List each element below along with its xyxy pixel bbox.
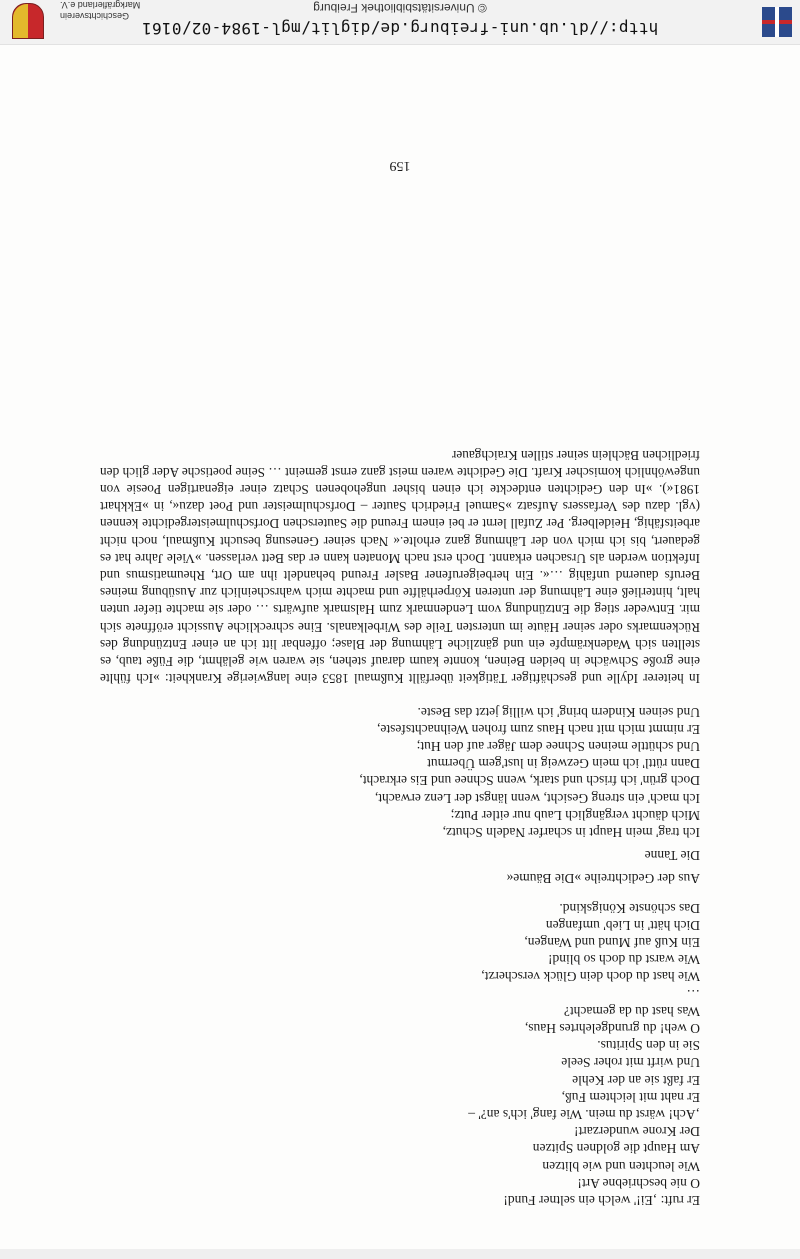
copyright-credit: © Universitätsbibliothek Freiburg bbox=[313, 1, 487, 15]
poem-line: O nie beschriebne Art! bbox=[577, 1175, 700, 1191]
poem-line: Und schüttle meinen Schnee dem Jäger auf den Hut; bbox=[416, 738, 700, 754]
poem-line: Wie warst du doch so blind! bbox=[547, 952, 700, 968]
permalink-url[interactable]: http://dl.ub.uni-freiburg.de/diglit/mgl-1984-02/0161 bbox=[141, 19, 659, 38]
poem-line: ‚Ach! wärst du mein. Wie fang' ich's an?' – bbox=[468, 1106, 700, 1122]
poem-line: Am Haupt die goldnen Spitzen bbox=[532, 1141, 700, 1157]
poem-line: Er nimmt mich mit nach Haus zum frohen Weihnachtsfeste, bbox=[377, 721, 700, 737]
poem-line: Mich däucht vergänglich Laub nur eitler Putz; bbox=[450, 807, 700, 823]
poem-line: Und seinen Kindern bring' ich willig jetzt das Beste. bbox=[417, 704, 700, 720]
poem-line: Er naht mit leichtem Fuß, bbox=[561, 1089, 700, 1105]
poem-line: Dann rüttl' ich mein Gezweig in lust'gem Übermut bbox=[427, 756, 700, 772]
poem-line: Was hast du da gemacht? bbox=[563, 1003, 700, 1019]
club-name-line1: Geschichtsverein bbox=[60, 11, 130, 21]
poem-line: Sie in den Spiritus. bbox=[597, 1038, 700, 1054]
poem-line: Doch grün' ich frisch und stark, wenn Schnee und Eis erkracht, bbox=[359, 773, 700, 789]
club-name-line2: Markgräflerland e.V. bbox=[60, 0, 141, 10]
source-note: Aus der Gedichtreihe »Die Bäume« bbox=[506, 871, 700, 887]
club-name bbox=[60, 0, 140, 21]
poem-line: Wie hast du doch dein Glück verscherzt, bbox=[481, 969, 700, 985]
poem-excerpt bbox=[100, 899, 700, 1209]
poem-title: Die Tanne bbox=[644, 848, 700, 864]
coat-of-arms-icon bbox=[12, 3, 44, 39]
poem-die-tanne bbox=[100, 703, 700, 841]
page-number: 159 bbox=[389, 158, 411, 173]
scan-edge bbox=[0, 1249, 800, 1259]
poem-line: Er ruft: ‚Ei!' welch ein seltner Fund! bbox=[503, 1193, 700, 1208]
poem-line: Wie leuchten und wie blitzen bbox=[542, 1158, 700, 1174]
poem-line: Dich hätt' in Lieb' umfangen bbox=[545, 917, 700, 933]
poem-line: Der Krone wunderzart! bbox=[574, 1124, 700, 1140]
poem-line: Und wirft mit roher Seele bbox=[561, 1055, 700, 1071]
page-text bbox=[100, 446, 700, 1209]
poem-line: Ein Kuß auf Mund und Wangen, bbox=[524, 934, 700, 950]
body-paragraph: In heiterer Idylle und geschäftiger Tätigkeit überfällt Kußmaul 1853 eine langwierige Krankheit: »Ich fühlte eine große Schwäche in beiden Beinen, konnte kaum darauf stehen, sie waren wie gelähmt, die Füße taub, es stellten sich Wadenkrämpfe ein und gänzliche Lähmung der Blase; offenbar litt ich an einer Entzündung des Rückenmarks oder seiner Häute im untersten Teile des Wirbelkanals. Eine schreckliche Aussicht eröffnete sich mir. Entweder stieg die Entzündung vom Lendenmark zum Halsmark aufwärts … oder sie machte tiefer unten halt, hinterließ eine Lähmung der unteren Körperhälfte und machte mich wahrscheinlich zur Ausübung meines Berufs dauernd unfähig …«. Ein herbeigerufener Basler Freund behandelt ihn am Ort, Rheumatismus und Infektion werden als Ursachen erkannt. Doch erst nach Monaten kann er das Bett verlassen. »Viele Jahre hat es gedauert, bis ich mich von der Lähmung ganz erholte.« Nach seiner Genesung besucht Kußmaul, noch nicht arbeitsfähig, Heidelberg. Per Zufall lernt er bei einem Freund die Sauterschen Dorfschulmeistergedichte kennen (vgl. dazu des Verfassers Aufsatz »Samuel Friedrich Sauter – Dorfschulmeister und Poet dazu«, in »Ekkhart 1981«). »In den Gedichten entdeckte ich einen bisher ungehobenen Schatz einer eigenartigen Poesie von ungewöhnlich komischer Kraft. Die Gedichte waren meist ganz ernst gemeint … Seine poetische Ader glich den friedlichen Bächlein seiner stillen Kraichgauer bbox=[100, 447, 700, 687]
poem-line: Er faßt sie an der Kehle bbox=[572, 1072, 700, 1088]
poem-line: Das schönste Königskind. bbox=[559, 900, 700, 916]
poem-line: Ich trag' mein Haupt in scharfer Nadeln Schutz, bbox=[442, 824, 700, 840]
poem-line: … bbox=[686, 986, 700, 1002]
poem-line: O weh! du grundgelehrtes Haus, bbox=[524, 1020, 700, 1036]
poem-line: Ich mach' ein streng Gesicht, wenn längst der Lenz erwacht, bbox=[374, 790, 700, 806]
